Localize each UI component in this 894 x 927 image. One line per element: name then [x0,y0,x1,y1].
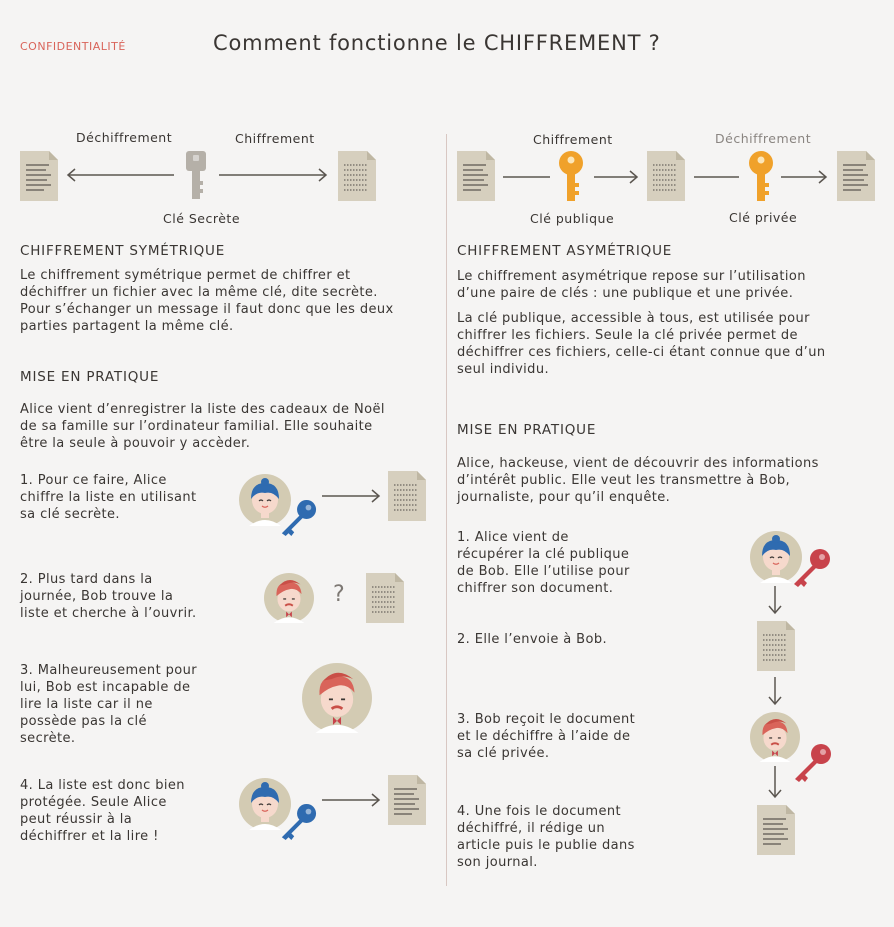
public-key-red-icon [791,548,831,588]
step-2-right: 2. Elle l’envoie à Bob. [457,632,608,647]
practice-heading-left: MISE EN PRATIQUE [20,369,160,385]
page-title: Comment fonctionne le CHIFFREMENT ? [213,31,661,55]
document-icon [457,151,495,201]
connector-line [503,175,551,179]
practice-heading-right: MISE EN PRATIQUE [457,422,597,438]
symmetric-paragraph: Le chiffrement symétrique permet de chiffrer et déchiffrer un fichier avec la même clé, dite secrète. Pour s’échanger un message il faut donc que les deux parties partagent la même clé. [20,268,394,334]
arrow-right-icon [219,167,329,183]
arrow-right-icon [322,488,382,504]
bob-sad-avatar [302,663,372,733]
arrow-down-icon [767,766,783,800]
encrypted-document-icon [757,621,795,671]
connector-line [694,175,740,179]
decrypted-document-icon [837,151,875,201]
step-2-left: 2. Plus tard dans la journée, Bob trouve la liste et cherche à l’ouvrir. [20,572,197,621]
arrow-down-icon [767,677,783,707]
arrow-right-icon [781,169,829,185]
encrypted-document-icon [647,151,685,201]
encrypted-document-icon [366,573,404,623]
arrow-down-icon [767,586,783,616]
bob-avatar [264,573,314,623]
asymmetric-paragraph-2: La clé publique, accessible à tous, est utilisée pour chiffrer les fichiers. Seule la clé privée permet de déchiffrer ces fichiers, celle-ci étant connue que d’un seul individu. [457,311,826,377]
private-key-red-icon [792,743,832,783]
label-decrypt: Déchiffrement [76,130,173,145]
secret-key-icon [184,151,208,201]
encrypted-document-icon [338,151,376,201]
arrow-right-icon [594,169,640,185]
step-1-right: 1. Alice vient de récupérer la clé publique de Bob. Elle l’utilise pour chiffrer son document. [457,530,630,596]
secret-key-blue-icon [279,499,317,537]
decrypted-document-icon [757,805,795,855]
arrow-left-icon [66,167,176,183]
arrow-right-icon [322,792,382,808]
category-tag: CONFIDENTIALITÉ [20,40,126,53]
step-3-right: 3. Bob reçoit le document et le déchiffre à l’aide de sa clé privée. [457,712,636,761]
step-1-left: 1. Pour ce faire, Alice chiffre la liste en utilisant sa clé secrète. [20,473,197,522]
asymmetric-paragraph-1: Le chiffrement asymétrique repose sur l’utilisation d’une paire de clés : une publique et une privée. [457,269,806,301]
step-4-left: 4. La liste est donc bien protégée. Seule Alice peut réussir à la déchiffrer et la lire ! [20,778,185,844]
step-4-right: 4. Une fois le document déchiffré, il rédige un article puis le publie dans son journal. [457,804,635,870]
secret-key-blue-icon [279,803,317,841]
scenario-intro-right: Alice, hackeuse, vient de découvrir des informations d’intérêt public. Elle veut les transmettre à Bob, journaliste, pour qu’il enquête. [457,456,819,505]
document-icon [20,151,58,201]
label-encrypt-right: Chiffrement [533,132,613,147]
public-key-label: Clé publique [530,211,615,226]
secret-key-label: Clé Secrète [163,211,241,226]
scenario-intro-left: Alice vient d’enregistrer la liste des cadeaux de Noël de sa famille sur l’ordinateur familial. Elle souhaite être la seule à pouvoir y accèder. [20,402,385,451]
public-key-icon [558,151,584,203]
column-divider [446,134,447,886]
private-key-icon [748,151,774,203]
label-decrypt-right: Déchiffrement [715,131,812,146]
asymmetric-heading: CHIFFREMENT ASYMÉTRIQUE [457,243,673,259]
private-key-label: Clé privée [729,210,798,225]
decrypted-document-icon [388,775,426,825]
label-encrypt: Chiffrement [235,131,315,146]
step-3-left: 3. Malheureusement pour lui, Bob est incapable de lire la liste car il ne possède pas la clé secrète. [20,663,197,746]
question-mark: ? [333,582,345,607]
symmetric-heading: CHIFFREMENT SYMÉTRIQUE [20,243,226,259]
encrypted-document-icon [388,471,426,521]
